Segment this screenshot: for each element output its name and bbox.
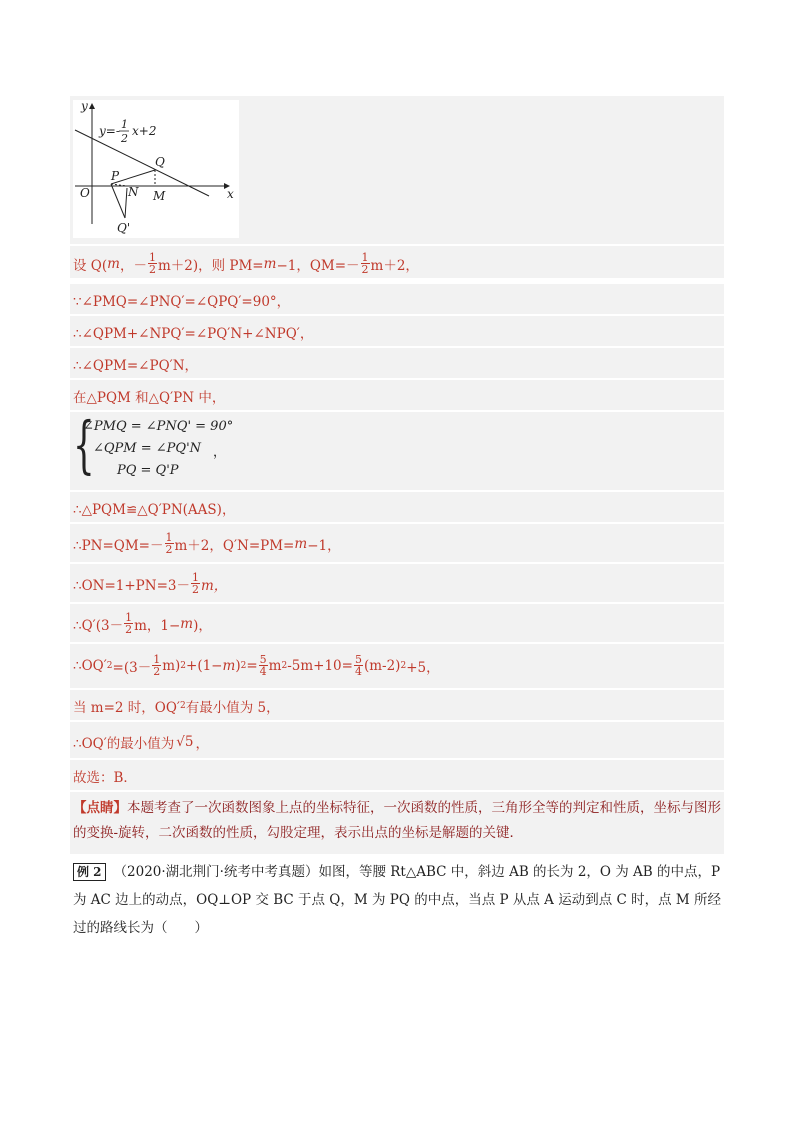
solution-line-4: ∴∠QPM=∠PQ′N， [73, 358, 199, 374]
var: m [263, 255, 277, 272]
eq-right: x+2 [132, 124, 157, 138]
label-P: P [111, 169, 120, 183]
var: m [107, 255, 120, 272]
label-O: O [80, 186, 90, 200]
coordinate-figure [73, 100, 239, 238]
solution-line-5: 在△PQM 和△Q′PN 中， [73, 390, 226, 406]
example-text: （2020·湖北荆门·统考中考真题）如图，等腰 Rt△ABC 中，斜边 AB 的长为 2，O 为 AB 的中点，P 为 AC 边上的动点，OQ⊥OP 交 BC 于点 Q，M 为 PQ 的中点，当点 P 从点 A 运动到点 C 时，点 M 所经过的路线长为（ ） [73, 864, 722, 936]
fraction: $\frac{1}{2}$ [361, 251, 369, 276]
sqrt-five: √5 [176, 734, 194, 750]
fraction: $\frac{1}{2}$ [165, 531, 173, 556]
solution-line-7: ∴PN=QM=－ $\frac{1}{2}$ m＋2，Q′N=PM= m −1， [73, 531, 341, 556]
shade-block-15 [70, 760, 724, 790]
fraction: $\frac{1}{2}$ [125, 611, 133, 636]
label-N: N [128, 185, 139, 199]
comment-paragraph [73, 796, 723, 846]
text: m＋2， [370, 257, 419, 274]
solution-line-13: 故选：B． [73, 770, 137, 786]
solution-line-2: ∵∠PMQ=∠PNQ′=∠QPQ′=90°， [73, 294, 291, 310]
label-Q: Q [155, 155, 165, 169]
fraction: $\frac{5}{4}$ [354, 653, 362, 678]
text: 设 Q( [73, 257, 108, 274]
system-row-2: ∠QPM = ∠PQ'N [93, 441, 202, 456]
fraction: $\frac{5}{4}$ [259, 653, 267, 678]
eq-num: 1 [121, 118, 128, 131]
example-badge: 例 2 [73, 863, 106, 881]
solution-line-8: ∴ON=1+PN=3－ $\frac{1}{2}$ m， [73, 571, 228, 596]
solution-line-12: ∴OQ′的最小值为 √5 ， [73, 734, 209, 752]
label-M: M [153, 189, 166, 203]
fraction: $\frac{1}{2}$ [148, 251, 156, 276]
system-row-3: PQ = Q'P [117, 463, 179, 478]
text: ，－ [119, 257, 147, 274]
system-tail: ， [213, 445, 227, 460]
eq-den: 2 [121, 132, 128, 145]
segment-PQprime [111, 184, 125, 218]
comment-tag: 【点睛】 [73, 800, 127, 816]
left-brace: { [73, 408, 95, 481]
label-x: x [227, 187, 234, 201]
solution-line-10: ∴OQ′ 2 =(3－ $\frac{1}{2}$ m) 2 +(1− m ) 2 = $\frac{5}{4}$ m 2 -5m+10= $\frac{5}{4}$ (m-2) 2 +5， [73, 653, 440, 678]
system-row-1: ∠PMQ = ∠PNQ' = 90° [83, 419, 234, 434]
solution-line-11: 当 m=2 时，OQ′ 2 有最小值为 5， [73, 700, 280, 716]
comment-text: 本题考查了一次函数图象上点的坐标特征，一次函数的性质，三角形全等的判定和性质，坐标与图形的变换-旋转，二次函数的性质，勾股定理，表示出点的坐标是解题的关键． [73, 800, 721, 841]
fraction: $\frac{1}{2}$ [153, 653, 161, 678]
solution-line-6: ∴△PQM≌△Q′PN(AAS)， [73, 502, 236, 518]
equation-system [73, 408, 243, 485]
label-y: y [81, 100, 88, 113]
solution-line-1 [73, 252, 419, 275]
example-2-paragraph [73, 858, 723, 942]
text: −1，QM=－ [276, 257, 360, 274]
label-Qprime: Q' [117, 221, 131, 235]
fraction: $\frac{1}{2}$ [191, 571, 199, 596]
solution-line-9: ∴Q′(3－ $\frac{1}{2}$ m，1− m )， [73, 611, 212, 636]
eq-left: y=- [99, 124, 120, 138]
solution-line-3: ∴∠QPM+∠NPQ′=∠PQ′N+∠NPQ′， [73, 326, 314, 342]
segment-QprimeN [125, 188, 127, 218]
text: m＋2)，则 PM= [157, 257, 264, 274]
